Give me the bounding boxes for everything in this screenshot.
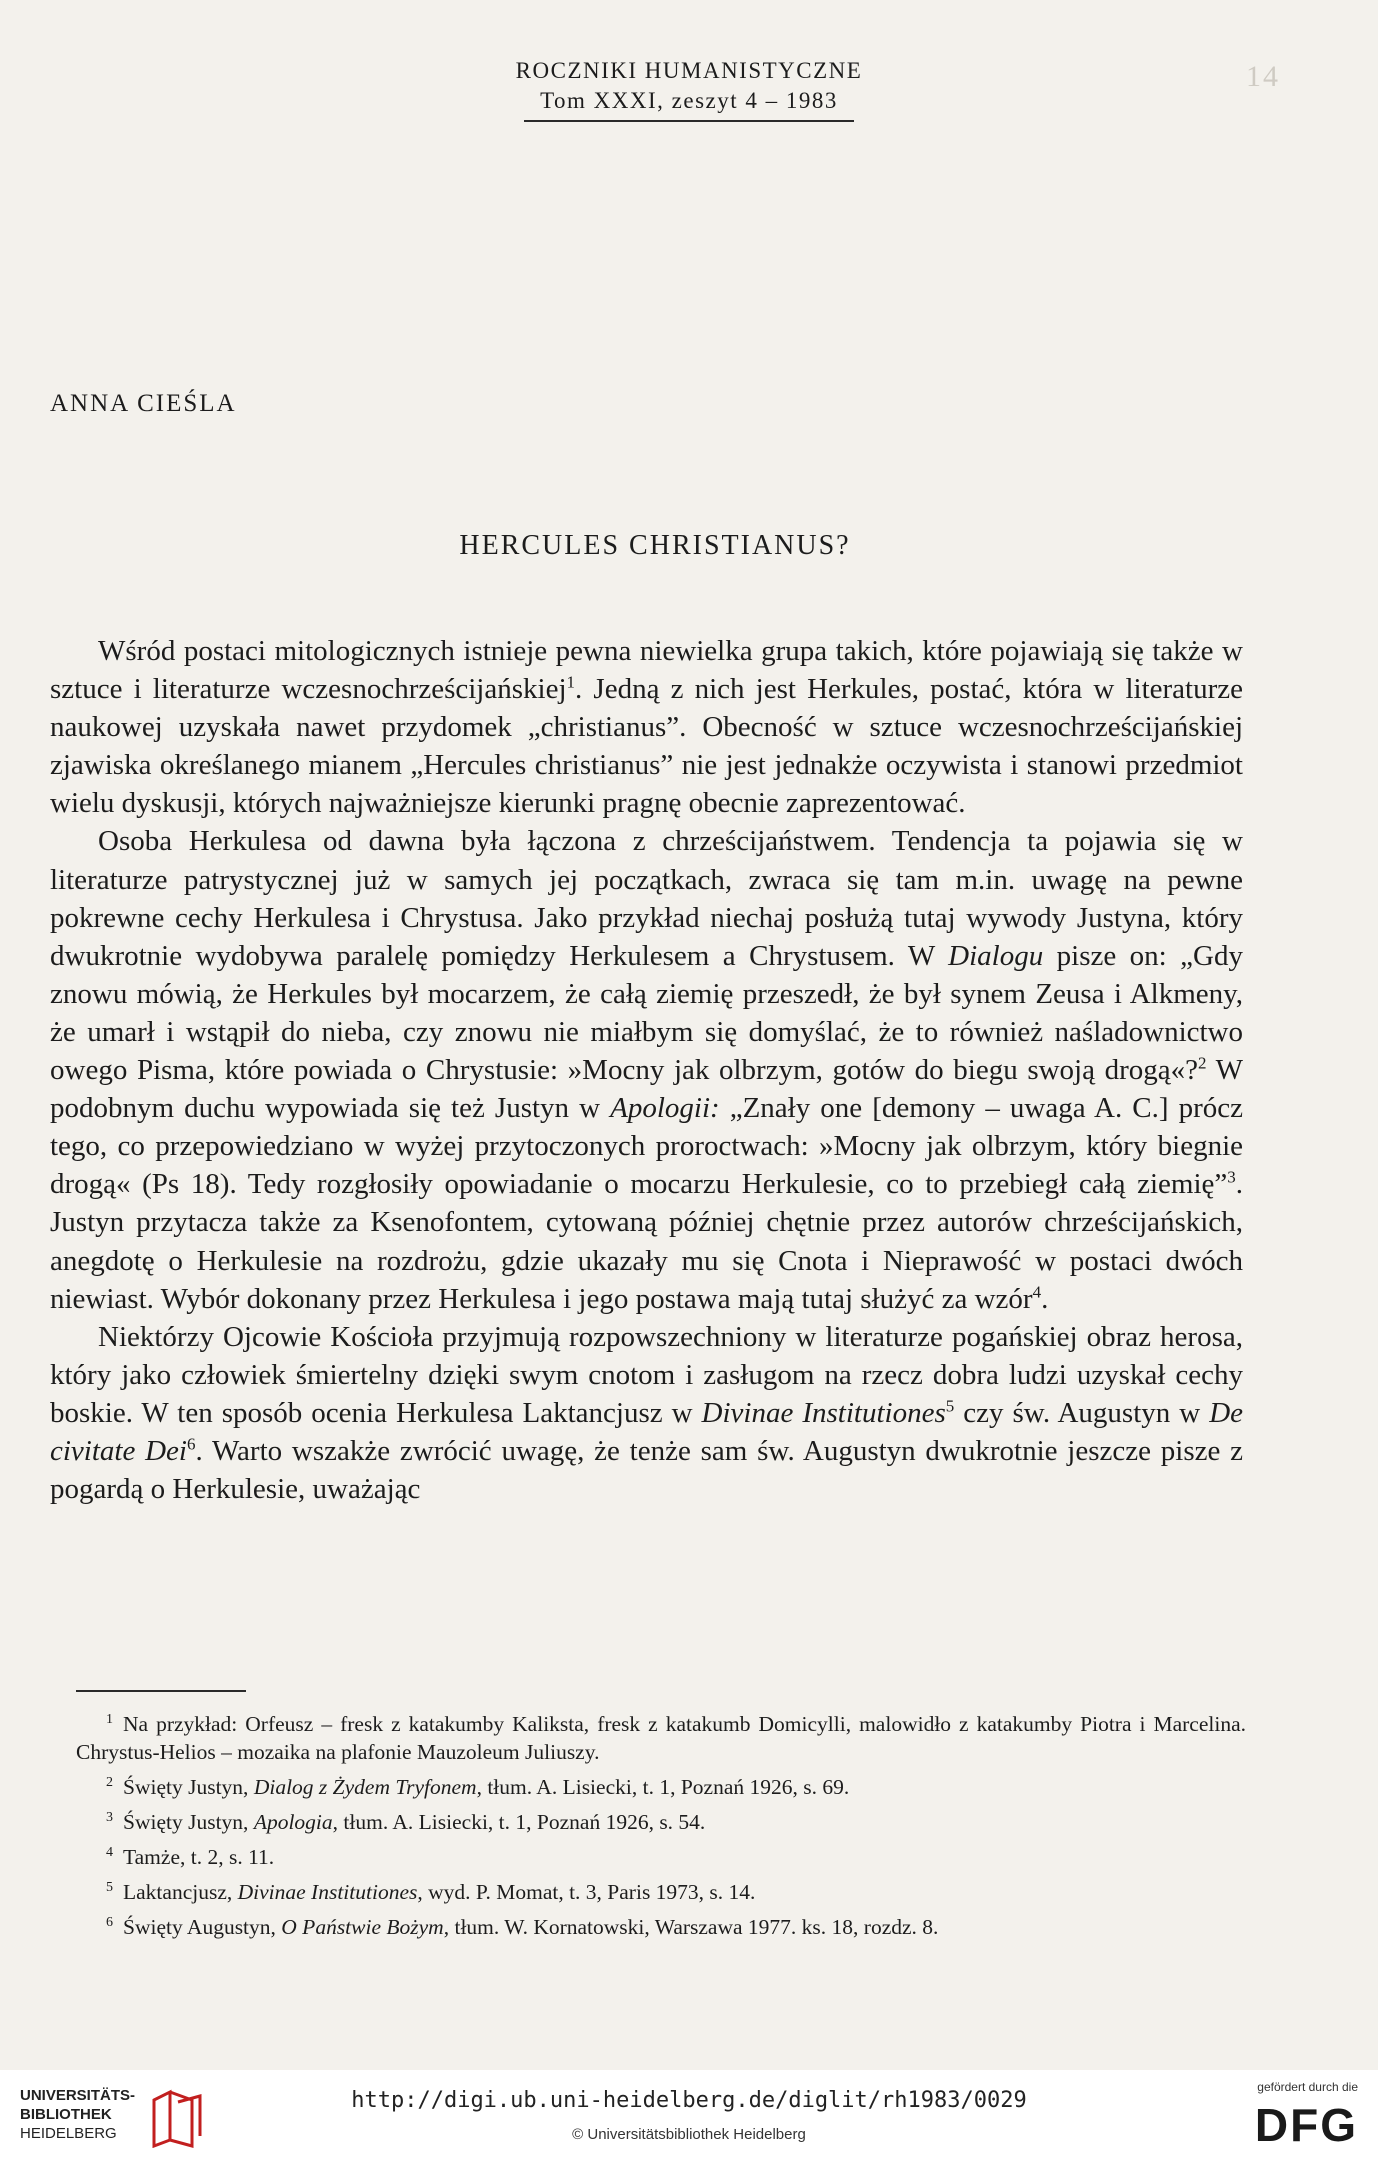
copyright-notice: © Universitätsbibliothek Heidelberg bbox=[572, 2126, 806, 2143]
article-title: HERCULES CHRISTIANUS? bbox=[459, 530, 851, 561]
footnotes bbox=[76, 1710, 1246, 1948]
dfg-logo[interactable]: gefördert durch die DFG bbox=[1254, 2080, 1358, 2151]
header-rule bbox=[524, 120, 854, 122]
footnote-2: $^2$ Święty Justyn, Dialog z Żydem Tryfonem, tłum. A. Lisiecki, t. 1, Poznań 1926, s. 69. bbox=[106, 1774, 850, 1799]
permalink[interactable]: http://digi.ub.uni-heidelberg.de/diglit/rh1983/0029 bbox=[351, 2088, 1027, 2113]
footnote-ref-4[interactable]: 4 bbox=[1032, 1281, 1042, 1301]
paragraph-1: Wśród postaci mitologicznych istnieje pewna niewielka grupa takich, które pojawiają się także w sztuce i literaturze wczesnochrześcijańskiej$^1$. Jedną z nich jest Herkules, postać, która w literaturze naukowej uzyskała nawet przydomek „christianus”. Obecność w sztuce wczesnochrześcijańskiej zjawiska określanego mianem „Hercules christianus” nie jest jednakże oczywista i stanowi przedmiot wielu dyskusji, których najważniejsze kierunki pragnę obecnie zaprezentować. bbox=[50, 635, 1243, 820]
footnote-ref-3[interactable]: 3 bbox=[1227, 1167, 1236, 1187]
footnote-3: $^3$ Święty Justyn, Apologia, tłum. A. Lisiecki, t. 1, Poznań 1926, s. 54. bbox=[106, 1809, 706, 1834]
running-header bbox=[0, 56, 1378, 122]
footnote-ref-1[interactable]: 1 bbox=[566, 672, 576, 692]
footnote-ref-6[interactable]: 6 bbox=[187, 1434, 196, 1454]
paragraph-3: Niektórzy Ojcowie Kościoła przyjmują rozpowszechniony w literaturze pogańskiej obraz herosa, który jako człowiek śmiertelny dzięki swym cnotom i zasługom na rzecz dobra ludzi uzyskał cechy boskie. W ten sposób ocenia Herkulesa Laktancjusz w Divinae Institutiones$^5$ czy św. Augustyn w De civitate Dei$^6$. Warto wszakże zwrócić uwagę, że tenże sam św. Augustyn dwukrotnie jeszcze pisze z pogardą o Herkulesie, uważając bbox=[50, 1320, 1244, 1506]
footnote-separator bbox=[76, 1690, 246, 1692]
author-name: ANNA CIEŚLA bbox=[50, 390, 237, 417]
issue-line: Tom XXXI, zeszyt 4 – 1983 bbox=[540, 88, 838, 113]
footnote-ref-2[interactable]: 2 bbox=[1198, 1053, 1207, 1073]
footnote-1: $^1$ Na przykład: Orfeusz – fresk z katakumby Kaliksta, fresk z katakumb Domicylli, malowidło z katakumby Piotra i Marcelina. Chrystus-Helios – mozaika na plafonie Mauzoleum Juliuszy. bbox=[76, 1711, 1246, 1764]
footnote-ref-5[interactable]: 5 bbox=[945, 1396, 955, 1416]
footnote-5: $^5$ Laktancjusz, Divinae Institutiones, wyd. P. Momat, t. 3, Paris 1973, s. 14. bbox=[106, 1879, 756, 1904]
journal-name: ROCZNIKI HUMANISTYCZNE bbox=[515, 58, 863, 83]
bleed-through-page-number: 14 bbox=[1246, 60, 1280, 93]
footnote-6: $^6$ Święty Augustyn, O Państwie Bożym, tłum. W. Kornatowski, Warszawa 1977. ks. 18, rozdz. 8. bbox=[106, 1914, 939, 1939]
footnote-4: $^4$ Tamże, t. 2, s. 11. bbox=[106, 1844, 275, 1869]
library-name: UNIVERSITÄTS- BIBLIOTHEK HEIDELBERG bbox=[20, 2087, 136, 2142]
paragraph-2: Osoba Herkulesa od dawna była łączona z chrześcijaństwem. Tendencja ta pojawia się w literaturze patrystycznej już w samych jej początkach, zwraca się tam m.in. uwagę na pewne pokrewne cechy Herkulesa i Chrystusa. Jako przykład niechaj posłużą tutaj wywody Justyna, który dwukrotnie wydobywa paralelę pomiędzy Herkulesem a Chrystusem. W Dialogu pisze on: „Gdy znowu mówią, że Herkules był mocarzem, że całą ziemię przeszedł, że był synem Zeusa i Alkmeny, że umarł i wstąpił do nieba, czy znowu nie miałbym się domyślać, że to również naśladownictwo owego Pisma, które powiada o Chrystusie: »Mocny jak olbrzym, gotów do biegu swoją drogą«?$^2$ W podobnym duchu wypowiada się też Justyn w Apologii: „Znały one [demony – uwaga A. C.] prócz tego, co przepowiedziano w wyżej przytoczonych proroctwach: »Mocny jak olbrzym, który biegnie drogą« (Ps 18). Tedy rozgłosiły opowiadanie o mocarzu Herkulesie, co to przebiegł całą ziemię”$^3$. Justyn przytacza także za Ksenofontem, cytowaną później chętnie przez autorów chrześcijańskich, anegdotę o Herkulesie na rozdrożu, gdzie ukazały mu się Cnota i Nieprawość w postaci dwóch niewiast. Wybór dokonany przez Herkulesa i jego postawa mają tutaj służyć za wzór$^4$. bbox=[50, 825, 1244, 1315]
article-body bbox=[50, 632, 1243, 1508]
viewer-footer bbox=[0, 2070, 1378, 2167]
